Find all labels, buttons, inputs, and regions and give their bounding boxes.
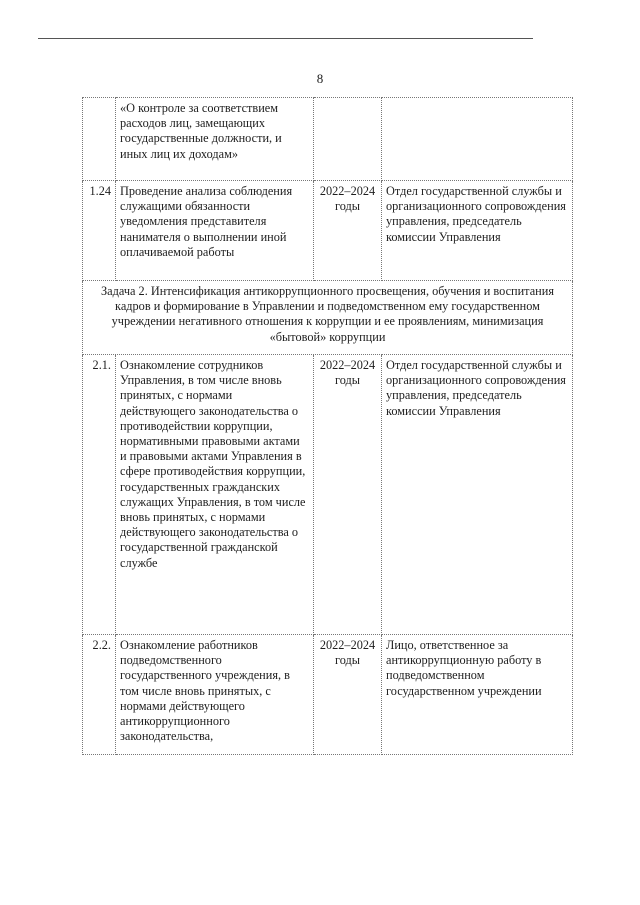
task-row xyxy=(83,281,573,355)
measures-table xyxy=(82,97,573,755)
measure-text: Ознакомление работников подведомственного государственного учреждения, в том числе вновь принятых, с нормами действующего антикоррупционного законодательства, xyxy=(116,635,314,755)
responsible: Отдел государственной службы и организационного сопровождения управления, председатель комиссии Управления xyxy=(382,181,573,281)
row-number: 1.24 xyxy=(83,181,116,281)
top-rule xyxy=(38,38,533,39)
deadline: 2022–2024 годы xyxy=(314,355,382,635)
table-row xyxy=(83,98,573,181)
deadline: 2022–2024 годы xyxy=(314,635,382,755)
responsible: Отдел государственной службы и организационного сопровождения управления, председатель комиссии Управления xyxy=(382,355,573,635)
table-row xyxy=(83,635,573,755)
deadline: 2022–2024 годы xyxy=(314,181,382,281)
measure-text: «О контроле за соответствием расходов лиц, замещающих государственные должности, и иных лиц их доходам» xyxy=(116,98,314,181)
responsible: Лицо, ответственное за антикоррупционную работу в подведомственном государственном учреждении xyxy=(382,635,573,755)
measure-text: Проведение анализа соблюдения служащими обязанности уведомления представителя нанимателя о выполнении иной оплачиваемой работы xyxy=(116,181,314,281)
responsible xyxy=(382,98,573,181)
deadline xyxy=(314,98,382,181)
page-number: 8 xyxy=(316,71,324,86)
row-number: 2.1. xyxy=(83,355,116,635)
row-number: 2.2. xyxy=(83,635,116,755)
measure-text: Ознакомление сотрудников Управления, в том числе вновь принятых, с нормами действующего законодательства о противодействии коррупции, нормативными правовыми актами и правовыми актами Управления в сфере противодействия коррупции, государственных гражданских служащих Управления, в том числе вновь принятых, с нормами действующего законодательства о государственной гражданской службе xyxy=(116,355,314,635)
task-heading: Задача 2. Интенсификация антикоррупционного просвещения, обучения и воспитания кадров и формирование в Управлении и подведомственном ему государственном учреждении негативного отношения к коррупции и ее проявлениям, минимизация «бытовой» коррупции xyxy=(83,281,573,355)
table-row xyxy=(83,355,573,635)
table-row xyxy=(83,181,573,281)
row-number xyxy=(83,98,116,181)
